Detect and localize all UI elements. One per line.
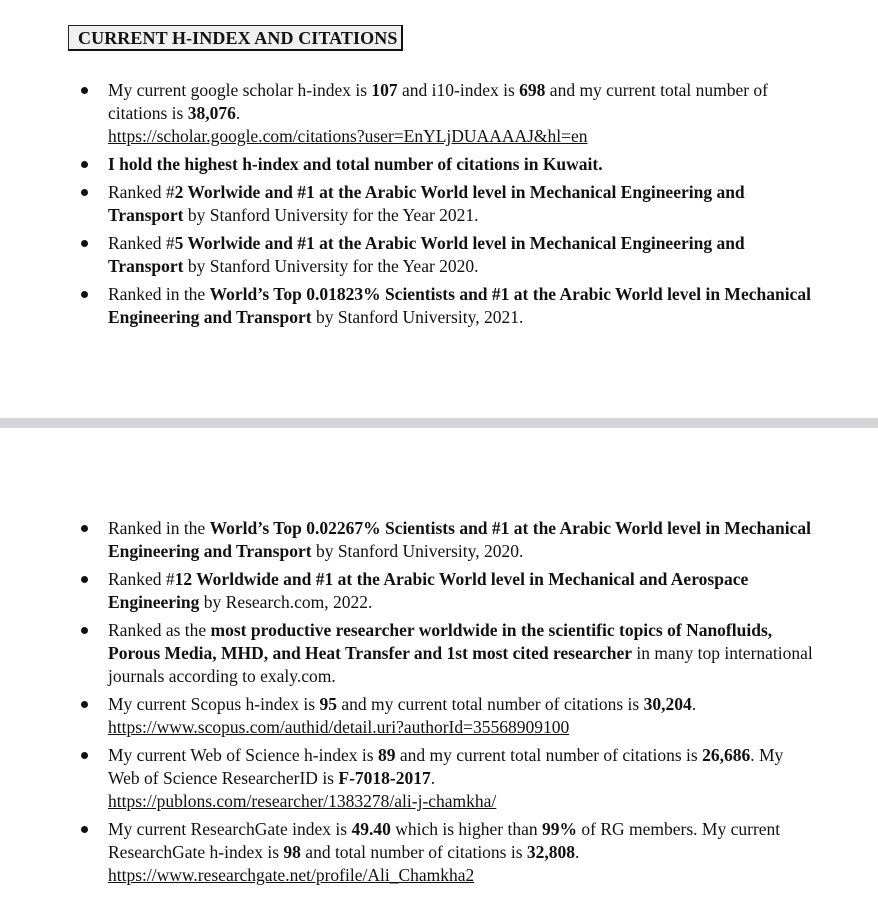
list-item: [78, 517, 818, 563]
text: Ranked as the: [108, 620, 211, 640]
text: which is higher than: [390, 819, 542, 839]
bold-text: 2 Worlwide and #1 at the Arabic World level in Mechanical Engineering and Transport: [108, 182, 745, 225]
list-item: [78, 153, 818, 176]
list-item: [78, 568, 818, 614]
bold-text: World’s Top 0.01823% Scientists and #1 at the Arabic World level in Mechanical Engineering and Transport: [108, 284, 811, 327]
bullet-icon: [81, 826, 88, 833]
bold-text: 95: [319, 694, 337, 714]
bold-text: 89: [377, 745, 396, 765]
item-text: [108, 154, 603, 174]
bold-text: 26,686: [702, 745, 751, 765]
list-item: [78, 693, 818, 739]
item-text: [108, 620, 813, 686]
bullet-icon: [81, 87, 88, 94]
list-item: [78, 79, 818, 148]
page-separator: [0, 418, 878, 428]
bold-text: 98: [283, 842, 301, 862]
text: and my current total number of citations is: [395, 745, 703, 765]
bullet-icon: [81, 189, 88, 196]
list-item: [78, 232, 818, 278]
bold-text: 30,204: [643, 694, 692, 714]
bullet-icon: [81, 161, 88, 168]
profile-link[interactable]: https://www.scopus.com/authid/detail.uri?authorId=35568909100: [108, 717, 570, 737]
text: .: [575, 842, 580, 862]
item-text: [108, 233, 745, 276]
profile-link[interactable]: https://www.researchgate.net/profile/Ali_Chamkha2: [108, 865, 475, 885]
list-item: [78, 283, 818, 329]
text: . My Web of Science ResearcherID is: [108, 745, 784, 788]
achievements-list-page-2: [78, 517, 818, 892]
text: of RG members. My current ResearchGate h-index is: [108, 819, 781, 862]
list-item: [78, 818, 818, 887]
text: .: [430, 768, 436, 788]
document-page-2: [0, 428, 878, 902]
text: by Stanford University for the Year 2021.: [183, 205, 479, 225]
item-text: [108, 569, 748, 612]
text: by Stanford University for the Year 2020.: [183, 256, 479, 276]
list-item: [78, 181, 818, 227]
profile-link[interactable]: https://publons.com/researcher/1383278/ali-j-chamkha/: [108, 791, 497, 811]
item-text: [108, 284, 811, 327]
bold-text: 99%: [542, 819, 577, 839]
text: My current ResearchGate index is: [108, 819, 352, 839]
bullet-icon: [81, 627, 88, 634]
item-text: [108, 80, 768, 123]
text: and total number of citations is: [300, 842, 527, 862]
list-item: [78, 744, 818, 813]
document-page-1: [0, 0, 878, 418]
item-text: [108, 819, 780, 862]
text: by Stanford University, 2021.: [311, 307, 524, 327]
text: My current Scopus h-index is: [108, 694, 320, 714]
item-text: [108, 518, 811, 561]
item-text: [108, 745, 783, 788]
bullet-icon: [81, 291, 88, 298]
text: by Stanford University, 2020.: [311, 541, 524, 561]
bullet-icon: [81, 525, 88, 532]
text: and i10-index is: [397, 80, 520, 100]
bullet-icon: [81, 752, 88, 759]
bullet-icon: [81, 240, 88, 247]
text: Ranked #: [108, 233, 175, 253]
text: Ranked #: [108, 569, 175, 589]
text: My current Web of Science h-index is: [108, 745, 378, 765]
bold-text: 107: [371, 80, 398, 100]
text: and my current total number of citations is: [108, 80, 768, 123]
achievements-list-page-1: [78, 79, 818, 334]
bold-text: 32,808: [526, 842, 576, 862]
text: by Research.com, 2022.: [199, 592, 373, 612]
text: My current google scholar h-index is: [108, 80, 372, 100]
bullet-icon: [81, 576, 88, 583]
text: .: [691, 694, 697, 714]
list-item: [78, 619, 818, 688]
text: Ranked in the: [108, 518, 210, 538]
text: Ranked #: [108, 182, 175, 202]
text: .: [235, 103, 241, 123]
item-text: [108, 182, 745, 225]
bold-text: 12 Worldwide and #1 at the Arabic World level in Mechanical and Aerospace Engineering: [108, 569, 749, 612]
bold-text: most productive researcher worldwide in the scientific topics of Nanofluids, Porous Media, MHD, and Heat Transfer and 1st most cited researcher: [108, 620, 773, 663]
bold-text: 49.40: [351, 819, 391, 839]
bold-text: World’s Top 0.02267% Scientists and #1 at the Arabic World level in Mechanical Engineering and Transport: [108, 518, 811, 561]
text: and my current total number of citations is: [336, 694, 644, 714]
item-text: [108, 694, 696, 714]
bold-text: 5 Worlwide and #1 at the Arabic World level in Mechanical Engineering and Transport: [108, 233, 745, 276]
text: in many top international journals according to exaly.com.: [108, 643, 813, 686]
bold-text: I hold the highest h-index and total number of citations in Kuwait.: [108, 154, 603, 174]
section-heading: CURRENT H-INDEX AND CITATIONS: [68, 25, 403, 51]
bold-text: 698: [519, 80, 546, 100]
bold-text: F-7018-2017: [338, 768, 431, 788]
bullet-icon: [81, 701, 88, 708]
profile-link[interactable]: https://scholar.google.com/citations?user=EnYLjDUAAAAJ&hl=en: [108, 126, 588, 146]
text: Ranked in the: [108, 284, 210, 304]
bold-text: 38,076: [187, 103, 236, 123]
